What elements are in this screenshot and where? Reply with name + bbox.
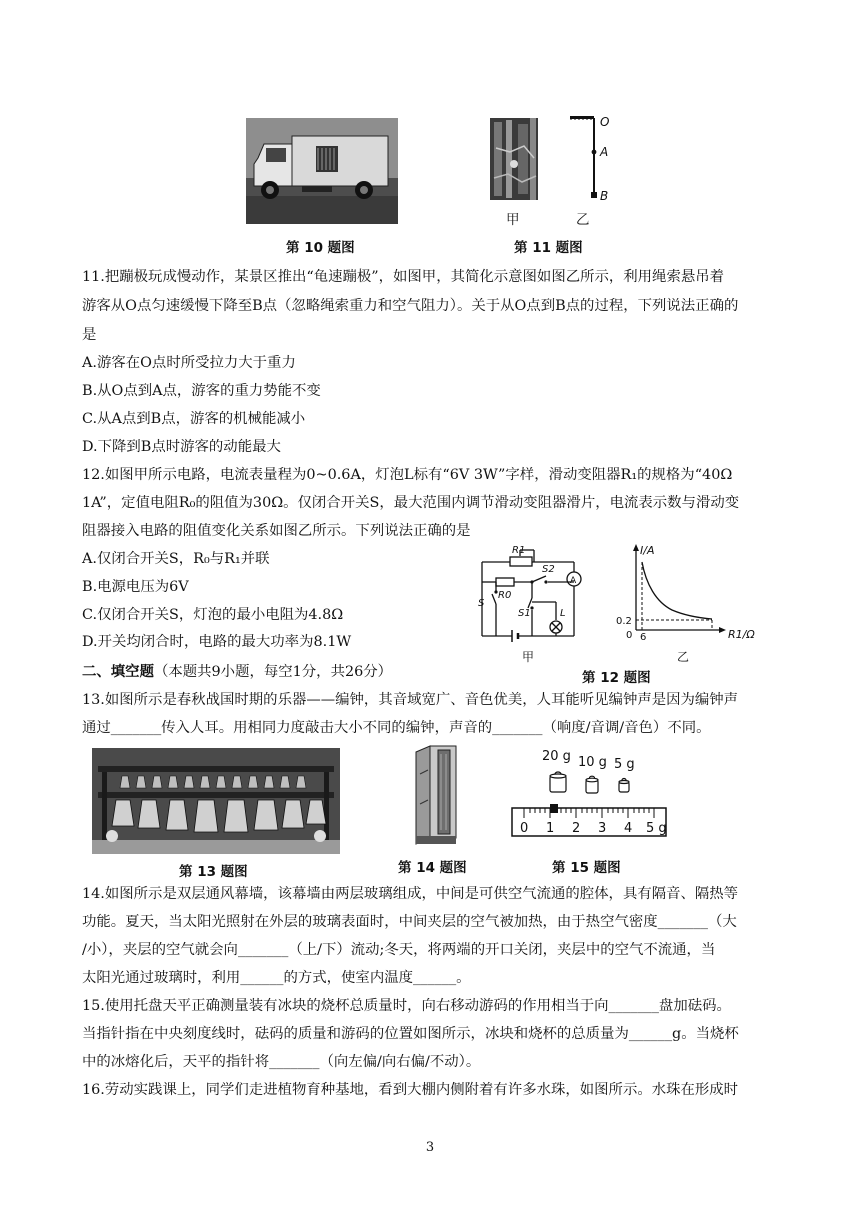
q11-stem-line2: 游客从O点匀速缓慢下降至B点（忽略绳索重力和空气阻力）。关于从O点到B点的过程，下列说法正确的 bbox=[82, 298, 739, 314]
fig12-label-l: L bbox=[560, 608, 566, 619]
q11-stem-line3: 是 bbox=[82, 327, 97, 343]
fig12-x-tick: 6 bbox=[640, 632, 647, 643]
fig12-label-ammeter: A bbox=[570, 576, 577, 586]
q12-stem-line3: 阻器接入电路的阻值变化关系如图乙所示。下列说法正确的是 bbox=[82, 523, 471, 539]
q14-line4: 太阳光通过玻璃时，利用______的方式，使室内温度______。 bbox=[82, 970, 471, 986]
fig13-caption: 第 13 题图 bbox=[179, 864, 248, 880]
q15-line3: 中的冰熔化后，天平的指针将_______（向左偏/向右偏/不动）。 bbox=[82, 1054, 481, 1070]
q12-option-a: A.仅闭合开关S，R₀与R₁并联 bbox=[82, 551, 270, 567]
fig12-y-tick: 0.2 bbox=[616, 616, 632, 627]
fig15-rider bbox=[550, 804, 558, 813]
fig15-scale-3: 3 bbox=[598, 821, 607, 836]
fig15-balance-diagram bbox=[510, 738, 670, 850]
fig15-caption: 第 15 题图 bbox=[552, 860, 621, 876]
q15-line1: 15.使用托盘天平正确测量装有冰块的烧杯总质量时，向右移动游码的作用相当于向_______盘加砝码。 bbox=[82, 998, 731, 1014]
fig15-weight-10g: 10 g bbox=[578, 755, 607, 770]
fig14-caption: 第 14 题图 bbox=[398, 860, 467, 876]
q11-stem-line1: 11.把蹦极玩成慢动作，某景区推出“龟速蹦极”，如图甲，其简化示意图如图乙所示，利用绳索悬吊着 bbox=[82, 269, 725, 285]
fig15-weight-5g: 5 g bbox=[614, 757, 635, 772]
fig12-label-s1: S1 bbox=[518, 608, 531, 619]
q12-stem-line2: 1A”，定值电阻R₀的阻值为30Ω。仅闭合开关S，最大范围内调节滑动变阻器滑片，电流表示数与滑动变 bbox=[82, 495, 740, 511]
q11-option-a: A.游客在O点时所受拉力大于重力 bbox=[82, 355, 296, 371]
fig12-y-axis-label: I/A bbox=[640, 544, 655, 557]
section-heading bbox=[82, 662, 392, 682]
q11-option-c: C.从A点到B点，游客的机械能减小 bbox=[82, 411, 306, 427]
page-number: 3 bbox=[425, 1140, 435, 1155]
fig12-caption: 第 12 题图 bbox=[582, 670, 651, 686]
fig15-weight-20g: 20 g bbox=[542, 749, 571, 764]
fig14-wall-diagram bbox=[410, 744, 462, 848]
fig11-photo bbox=[490, 118, 538, 200]
fig12-label-r1: R1 bbox=[512, 545, 526, 556]
q13-line2: 通过_______传入人耳。用相同力度敲击大小不同的编钟，声音的_______（响度/音调/音色）不同。 bbox=[82, 720, 711, 736]
fig11-point-a: A bbox=[600, 145, 609, 159]
fig11-point-o: O bbox=[600, 115, 610, 129]
q12-option-d: D.开关均闭合时，电路的最大功率为8.1W bbox=[82, 634, 352, 650]
fig12-label-s: S bbox=[478, 598, 485, 609]
q12-stem-line1: 12.如图甲所示电路，电流表量程为0~0.6A，灯泡L标有“6V 3W”字样，滑动变阻器R₁的规格为“40Ω bbox=[82, 467, 733, 483]
fig11-label-jia: 甲 bbox=[506, 212, 520, 228]
fig11-point-b: B bbox=[600, 189, 609, 203]
q12-option-b: B.电源电压为6V bbox=[82, 579, 189, 595]
fig11-label-yi: 乙 bbox=[576, 212, 590, 228]
fig12-label-r0: R0 bbox=[498, 590, 512, 601]
q11-option-d: D.下降到B点时游客的动能最大 bbox=[82, 439, 281, 455]
q15-line2: 当指针指在中央刻度线时，砝码的质量和游码的位置如图所示，冰块和烧杯的总质量为______g。当烧杯 bbox=[82, 1026, 739, 1042]
section-note: （本题共9小题，每空1分，共26分） bbox=[153, 664, 393, 680]
fig12-x-axis-label: R1/Ω bbox=[728, 628, 755, 641]
fig15-scale-1: 1 bbox=[546, 821, 555, 836]
fig15-scale-4: 4 bbox=[624, 821, 633, 836]
fig15-scale-5g: 5 g bbox=[646, 821, 667, 836]
fig12-label-yi: 乙 bbox=[677, 650, 690, 664]
fig10-caption: 第 10 题图 bbox=[286, 240, 355, 256]
fig11-caption: 第 11 题图 bbox=[514, 240, 583, 256]
fig12-graph bbox=[612, 540, 762, 650]
fig10-photo bbox=[246, 118, 398, 224]
section-title: 二、填空题 bbox=[82, 664, 154, 680]
q14-line3: /小），夹层的空气就会向_______（上/下）流动;冬天，将两端的开口关闭，夹层中的空气不流通，当 bbox=[82, 942, 716, 958]
q11-option-b: B.从O点到A点，游客的重力势能不变 bbox=[82, 383, 321, 399]
q14-line2: 功能。夏天，当太阳光照射在外层的玻璃表面时，中间夹层的空气被加热，由于热空气密度_______（大 bbox=[82, 914, 737, 930]
fig12-label-s2: S2 bbox=[542, 564, 555, 575]
fig12-origin: 0 bbox=[626, 630, 633, 641]
q14-line1: 14.如图所示是双层通风幕墙，该幕墙由两层玻璃组成，中间是可供空气流通的腔体，具有隔音、隔热等 bbox=[82, 886, 739, 902]
fig15-scale-0: 0 bbox=[520, 821, 529, 836]
fig12-label-jia: 甲 bbox=[522, 650, 535, 664]
q12-option-c: C.仅闭合开关S，灯泡的最小电阻为4.8Ω bbox=[82, 607, 344, 623]
q13-line1: 13.如图所示是春秋战国时期的乐器——编钟，其音域宽广、音色优美，人耳能听见编钟声是因为编钟声 bbox=[82, 692, 739, 708]
fig15-scale-2: 2 bbox=[572, 821, 581, 836]
fig12-circuit bbox=[474, 542, 584, 646]
q16-line1: 16.劳动实践课上，同学们走进植物育种基地，看到大棚内侧附着有许多水珠，如图所示。水珠在形成时 bbox=[82, 1082, 739, 1098]
fig11-diagram bbox=[566, 112, 618, 208]
fig13-photo bbox=[92, 748, 340, 854]
